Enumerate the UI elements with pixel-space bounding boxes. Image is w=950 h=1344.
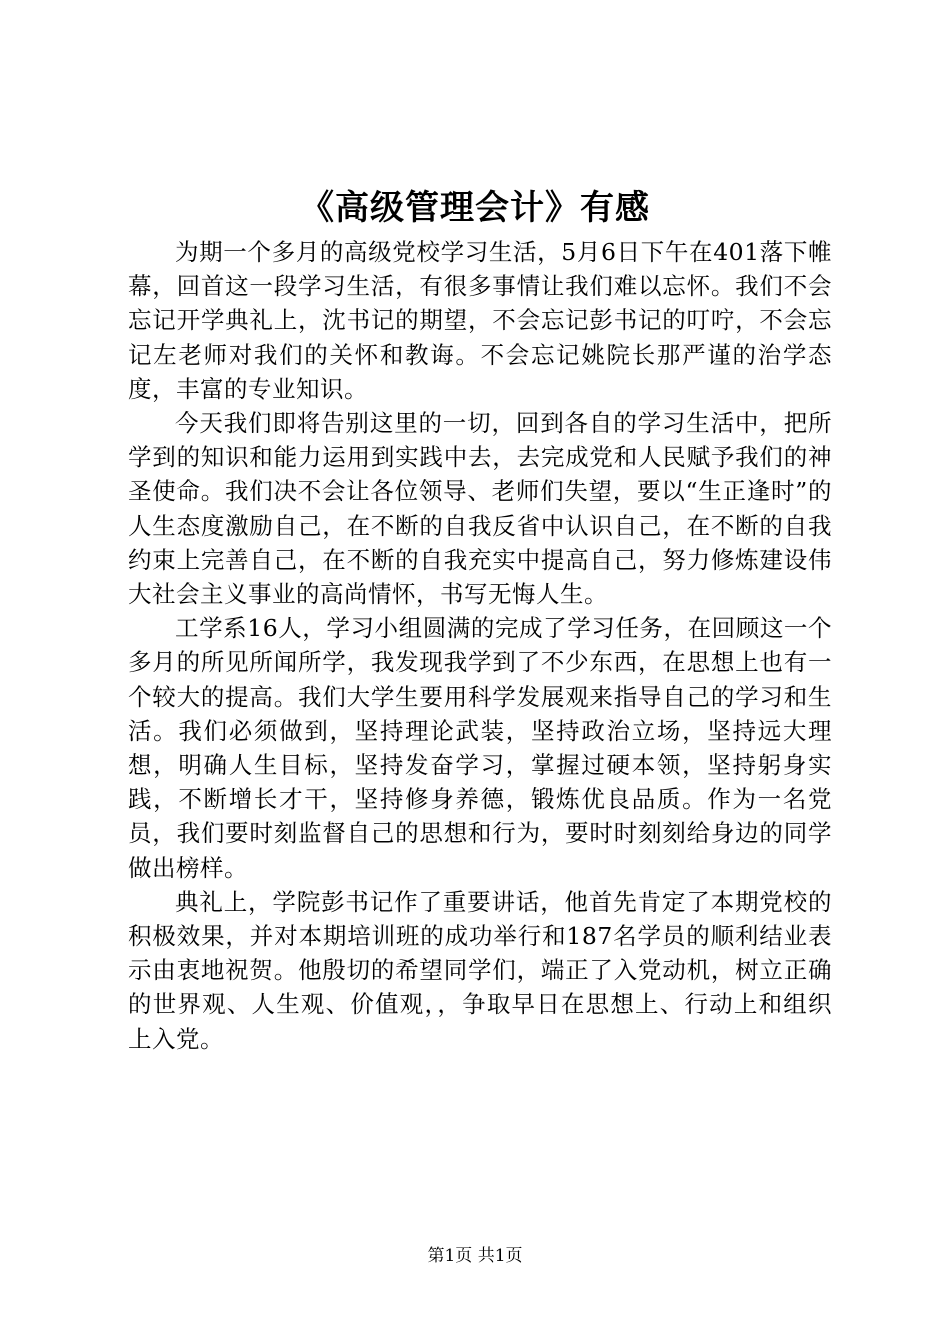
paragraph-3: 工学系16人，学习小组圆满的完成了学习任务，在回顾这一个多月的所见所闻所学，我发现我学到了不少东西，在思想上也有一个较大的提高。我们大学生要用科学发展观来指导自己的学习和生活。我们必须做到，坚持理论武装，坚持政治立场，坚持远大理想，明确人生目标，坚持发奋学习，掌握过硬本领，坚持躬身实践，不断增长才干，坚持修身养德，锻炼优良品质。作为一名党员，我们要时刻监督自己的思想和行为，要时时刻刻给身边的同学做出榜样。 (128, 614, 832, 882)
paragraph-4: 典礼上，学院彭书记作了重要讲话，他首先肯定了本期党校的积极效果，并对本期培训班的成功举行和187名学员的顺利结业表示由衷地祝贺。他殷切的希望同学们，端正了入党动机，树立正确的世界观、人生观、价值观，，争取早日在思想上、行动上和组织上入党。 (128, 887, 832, 1053)
page-footer: 第1页 共1页 (427, 1246, 523, 1266)
document-body (128, 235, 832, 1056)
paragraph-1: 为期一个多月的高级党校学习生活，5月6日下午在401落下帷幕，回首这一段学习生活，有很多事情让我们难以忘怀。我们不会忘记开学典礼上，沈书记的期望，不会忘记彭书记的叮咛，不会忘记左老师对我们的关怀和教诲。不会忘记姚院长那严谨的治学态度，丰富的专业知识。 (128, 238, 832, 403)
paragraph-2: 今天我们即将告别这里的一切，回到各自的学习生活中，把所学到的知识和能力运用到实践中去，去完成党和人民赋予我们的神圣使命。我们决不会让各位领导、老师们失望，要以“生正逢时”的人生态度激励自己，在不断的自我反省中认识自己，在不断的自我约束上完善自己，在不断的自我充实中提高自己，努力修炼建设伟大社会主义事业的高尚情怀，书写无悔人生。 (128, 409, 832, 609)
document-title: 《高级管理会计》有感 (300, 188, 650, 228)
